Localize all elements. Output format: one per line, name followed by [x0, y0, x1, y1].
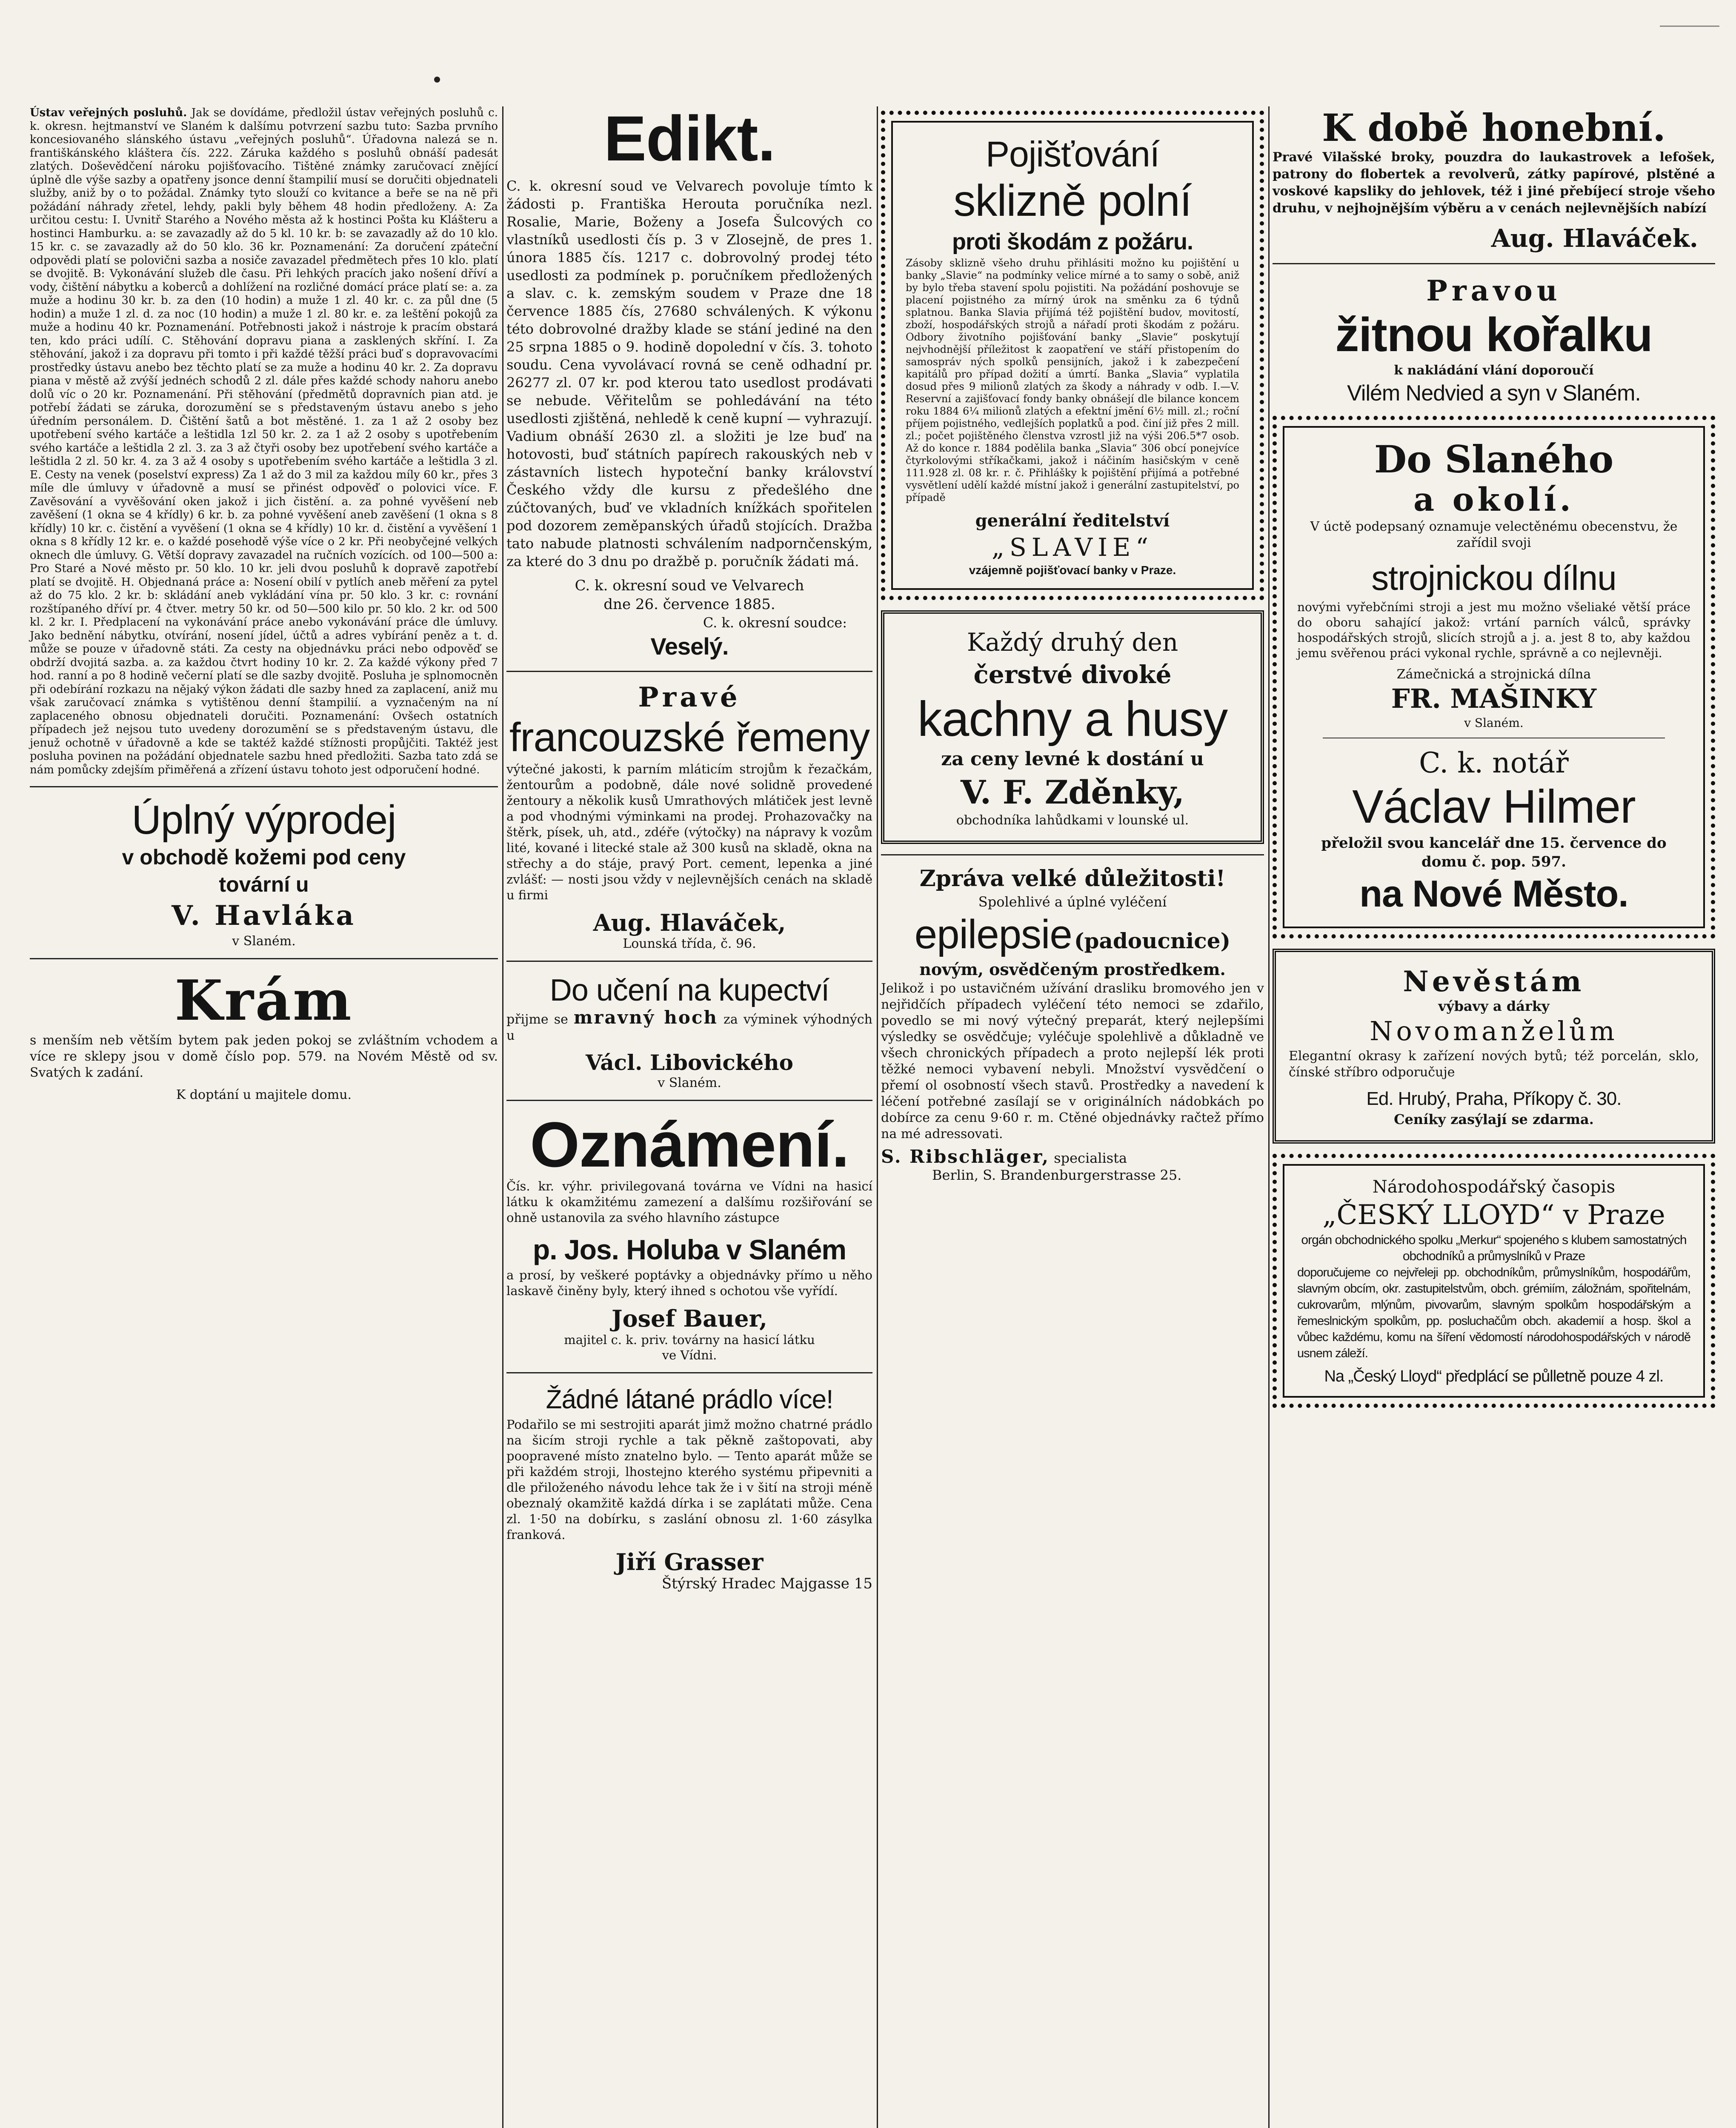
column-rule-1: [502, 106, 503, 2128]
nev-text: Elegantní okrasy k zařízení nových bytů; též porcelán, sklo, čínské stříbro odporučuje: [1289, 1049, 1699, 1080]
ustav-notice: [30, 106, 498, 777]
column-4: [1273, 106, 1715, 1418]
nev-sign: Ed. Hrubý, Praha, Příkopy č. 30.: [1366, 1088, 1622, 1109]
notar-place: na Nové Město.: [1359, 872, 1628, 915]
divider: [30, 958, 498, 959]
slany-dilna: strojnickou dílnu: [1371, 559, 1616, 598]
nev-title: Nevěstám: [1403, 965, 1585, 998]
oznameni-text2: a prosí, by veškeré poptávky a objednávky přímo u něho laskavě činěny byly, který ihned s ochotou vše vyřídí.: [506, 1268, 872, 1298]
slany-title2: a okolí.: [1413, 481, 1574, 518]
kach-line2: čerstvé divoké: [973, 660, 1172, 689]
slany-text2: novými vyřebčními stroji a jest mu možno všeliaké větší práce do oboru sahající jakož: vrtání parních válců, správky hospodářských strojů, slicích strojů a j. a. jest 8 to, aby každou jemu svěřenou práci vykonal rychle, správně a co nejlevněji.: [1297, 600, 1690, 660]
slany-text: V úctě podepsaný oznamuje velectěnému obecenstvu, že zařídil svoji: [1310, 519, 1678, 550]
poj-title2: sklizně polní: [953, 176, 1192, 226]
kachny-box: [881, 610, 1264, 844]
printer-mark-dot: [434, 77, 440, 83]
edikt-sign-judge: Veselý.: [650, 633, 729, 660]
poj-title3: proti škodám z požáru.: [952, 229, 1193, 255]
divider: [506, 671, 872, 672]
oznameni-agent: p. Jos. Holuba v Slaném: [532, 1234, 847, 1265]
poj-text: Zásoby sklizně všeho druhu přihlásiti možno ku pojištění u banky „Slavie“ na podmínky velice mírné a to samy o sobě, aniž by bylo třeba stavení spolu pojistiti. Na požádání poshovuje se placení pojistného za mírný úrok na směnku za 6 týdnů splatnou. Banka Slavia přijímá též pojištění budov, movitostí, zboží, hospodářských strojů a nářadí proti škodám z požáru. Odbory životního pojišťování banky „Slavie“ poskytují nejvhodnější příležitost k zaopatření ve stáří přistopením do samospráv ných spolků pensijních, jakož i k zabezpečení kapitálů pro případ dožití a úmrtí. Banka „Slavia“ vyplatila dosud přes 9 milionů zlatých za škody a náhrady v odb. I.—V. Reservní a zajišťovací fondy banky obnášejí dle bilance koncem roku 1884 6¼ milionů zlatých a efektní jmění 6½ mill. zl.; roční příjem pojistného, vedlejších poplatků a pod. činí již přes 2 mill. zl.; počet pojištěného členstva vzrostl již na výši 206.5*7 osob. Až do konce r. 1884 podělila banka „Slavia“ 306 obcí ponejvíce čtyrkolovými stříkačkami, jakož i náčiním hasičským v ceně 111.928 zl. 08 kr. r. č. Přihlášky k pojištění přijímá a potřebné vysvětlení udělí každé místní jakož i generální zastupitelství, po případě: [906, 257, 1239, 503]
pradlo-sign: Jiří Grasser: [615, 1548, 764, 1576]
divider: [30, 786, 498, 787]
uceni-text2: za výminek výhodných u: [506, 1012, 872, 1043]
divider: [506, 961, 872, 962]
poj-sign1: generální ředitelství: [975, 511, 1170, 531]
ustav-text: Jak se dovídáme, předložil ústav veřejných posluhů c. k. okresn. hejtmanství ve Slaném k dalšímu potvrzení sazbu tuto: Sazba prvního koncesiovaného slánského ústavu „veřejných posluhů“. Úřadovna nalezá se n. františkánského kláštera čís. 222. Záruka každého s posluhů obnáší padesát zlatých. Doševědčení nároku pojišťovacího. Tištěné známky zaručovací znějící úplně dle výše sazby a opatřeny jsonce denní štampilií musí se doručiti objednateli služby, aniž by o to požádal. Známky tyto slouží co kvitance a beře se na ně při požádání náhrady zřetel, lehdy, pakli byly během 48 hodin předloženy. A: Za určitou cestu: I. Uvnitř Starého a Nového města až k hostinci Pošta ku Klášteru a hostinci Hamburku. a: se zavazadly až do 5 kl. 10 kr. b: se zavazadly až do 10 klo. 15 kr. c. se zavazadly až do 50 klo. 36 kr. Poznamenání: Za doručení zpáteční odpovědi platí se polovični sazba a nosiče zavazadel předmětech přes 10 klo. platí se dvojitě. B: Vykonávání služeb dle času. Při lehkých pracích jako nošení dříví a vody, čištění nábytku a koberců a dohlížení na rozličné domácí práce platí se: a. za muže a hodinu 30 kr. b. za den (10 hodin) a muže 1 zl. 40 kr. c. za půl dne (5 hodin) a muže 1 zl. d. za noc (10 hodin) a muže 1 zl. 80 kr. e. za leštění pokojů za muže a hodinu 40 kr. Poznamenání. Potřebnosti jakož i nástroje k pracím obstará ten, kdo práci udílí. C. Stěhování dopravu piana a zasklených skříní. I. Za stěhování, jakož i za dopravu při tomto i při každé těžší práci buď s dopravovacími prostředky ústavu anebo bez těchto platí se za muže a hodinu 40 kr. 2. Za dopravu piana v městě až zvýší jednéch schodů 2 zl. dále přes každé schody nahoru anebo dolů víc o 20 kr. Poznamenání. Při stěhování (předmětů dopravních pian atd. je potřebí žádati se záruka, dorozumění se s představeným ústavu anebo s jeho úředním personálem. D. Čištění šatů a bot městěné. 1. za 1 až 2 osoby bez upotřebení svého kartáče a leštidla 1zl 50 kr. 2. za 1 až 2 osoby s upotřebením svého kartáče a leštidla 2 zl. 3. za 3 až čtyři osoby bez upotřebení svého kartáče a leštidla 2 zl. 50 kr. 4. za 3 až 4 osoby s upotřebením svého kartáče a leštidla 3 zl. E. Cesty na venek (poselství express) Za 1 až do 3 mil za každou míly 60 kr., přes 3 míle dle úmluvy v úřadovně a musí se přinést odpověď o polovici více. F. Zavěsování a vyvěšování oken jakož i jich čistění. a. za pohné vyvěšení neb zavěšení (1 okna se 4 křídly) 6 kr. b. za pohné vyvěšení aneb zavěšení (1 okna s 8 křídly) 10 kr. c. čistění a vyvěšení (1 okna se 4 křídly) 10 kr. d. čistění a vyvěšení 1 okna s 8 křídly 12 kr. e. o každé posehodě výše více o 2 kr. Při neobyčejné velkých oknech dle úmluvy. G. Větší dopravy zavazadel na ručních vozících. od 100—500 a: Pro Staré a Nové město pr. 50 klo. 10 kr. jeli dvou posluhů k dopravě zapotřebí platí se dvojitě. H. Objednaná práce a: Nosení obilí v pytlích aneb měření za pytel až do 75 klo. 2 kr. b: skládání aneb vykládání vína pr. 50 klo. 3 kr. c: rovnání rozštípaného dříví pr. 4 čtver. metry 50 kr. od 50—500 kilo pr. 50 klo. 2 kr. od 500 kl. 2 kr. I. Předplacení na vykonávání práce anebo vykonávání práce dle úmluvy. Jako bednění nábytku, otvírání, nosení jídel, účtů a adres vybírání peněz a t. d. může se pouze v úřadovně státi. Za cesty na objednávku práci nebo odpověď se obdrží dvojitá sazba. a. za každou čtvrt hodiny 10 kr. 2. Za každé výkony před 7 hod. ranní a po 8 hodině večerní platí se dle sazby dvojitě. Posluha je splnomocněn při odebírání rozkazu na nějaký výkon žádati dle sazby hned za zaplacení, aniž mu však zaručovací známka s vytištěnou denní štampilií. a vyznačeným na ní zaplaceného obnosu objednateli doručiti. Poznamenání: Ovšech ostatních případech jež nejsou tuto uvedeny dorozumění se s představeným ústavu, dle jenuž ochotně v úřadovně a kde se taktéž každé stížnosti propůjčiti. Taktéž jest posluha povinen na požádání objednatele sazbu hned předložiti. Sazba tato zdá se nám pomůcky zdejším přiměřená a zřízení ústavu tohoto jest odporučení hodné.: [30, 106, 498, 776]
edikt-sign-court: C. k. okresní soud ve Velvarech: [575, 577, 804, 594]
vyprodej-title: Úplný výprodej: [132, 797, 396, 843]
oznameni-title: Oznámení.: [530, 1109, 849, 1180]
edikt-sign-date: dne 26. července 1885.: [603, 596, 775, 613]
column-rule-3: [1268, 106, 1270, 2128]
notar-name: Václav Hilmer: [1352, 781, 1636, 833]
divider: [506, 1372, 872, 1373]
remeny-text: výtečné jakosti, k parním mláticím strojům k řezačkám, žentourům a podobně, dále nové solidně provedené žentoury a několik kusů Umrathových mlátiček jest levně a pod vhodnými výminkami na prodej. Prohazovačky na štěrk, písek, uh, atd., zdéře (výtočky) na nápravy k vozům lité, kované i litecké stale až 300 kusů na skladě, okna na střechy a do stáje, pravý Port. cement, lepenka a jiné zvlášť: — nosti jsou vždy v nejlevnějších cenách na skladě u firmi: [506, 762, 872, 902]
slany-box: [1273, 416, 1715, 938]
nev-sub: výbavy a dárky: [1438, 998, 1550, 1014]
pojistovani-box: [881, 111, 1264, 600]
lloyd-title2: „ČESKÝ LLOYD“ v Praze: [1322, 1199, 1665, 1231]
notar-title: C. k. notář: [1419, 747, 1569, 779]
divider: [1273, 263, 1715, 264]
ustav-heading: Ústav veřejných posluhů.: [30, 106, 187, 119]
uceni-sign: Václ. Libovického: [586, 1050, 793, 1075]
epi-sub: Spolehlivé a úplné vyléčení: [978, 894, 1167, 910]
honeb-title: K době honební.: [1322, 106, 1666, 150]
kach-line3: kachny a husy: [917, 691, 1228, 747]
kach-line4: za ceny levné k dostání u: [941, 748, 1204, 770]
notar-text: přeložil svou kancelář dne 15. července do domu č. pop. 597.: [1321, 835, 1667, 870]
kach-line5: V. F. Zděnky,: [960, 773, 1185, 811]
edikt-title: Edikt.: [603, 103, 775, 174]
epi-sign: S. Ribschläger,: [881, 1146, 1050, 1167]
kor-pre: Pravou: [1426, 274, 1562, 307]
vyprodej-line1: v obchodě kožemi pod ceny: [122, 845, 406, 869]
column-3: [881, 106, 1264, 1190]
poj-sign3: vzájemně pojišťovací banky v Praze.: [969, 563, 1176, 577]
edikt-text: C. k. okresní soud ve Velvarech povoluje tímto k žádosti p. Františka Herouta poručníka nezl. Rosalie, Marie, Boženy a Josefa Šulcových co vlastníků usedlosti čís p. 3 v Zlosejně, de pres 1. února 1885 čís. 1217 c. dobrovolný prodej této usedlosti za podmínek p. poručníkem předložených a slav. c. k. zemským soudem v Praze dne 18 července 1885 čís, 27680 schválených. K výkonu této dobrovolné dražby klade se stání jediné na den 25 srpna 1885 o 9. hodině dopolední v čís. 3. tohoto soudu. Cena vyvolávací rovná se ceně odhadní pr. 26277 zl. 07 kr. pod kterou tato usedlost prodávati se nebude. Věřitelům se pohledávání na této usedlosti zjištěná, nehledě k ceně kupní — vyhrazují. Vadium obnáší 2630 zl. a složiti je lze buď na hotovosti, buď státních papírech rakouských neb v zástavních listech hypoteční banky království Českého vždy dle kursu z předešlého dne zúčtovaných, buď ve vkladních knížkách spořitelen pod dozorem zeměpanských úřadů stojících. Dražba tato nabude platnosti schválením nadpornčenským, za které do 3 dnu po dražbě p. poručník žádati má.: [506, 178, 872, 569]
uceni-text1: přijme se: [506, 1012, 568, 1027]
epi-addr: Berlin, S. Brandenburgerstrasse 25.: [932, 1167, 1182, 1183]
nev-title2: Novomanželům: [1370, 1015, 1618, 1047]
column-rule-2: [877, 106, 878, 2128]
poj-sign2: „SLAVIE“: [991, 533, 1154, 562]
remeny-addr: Lounská třída, č. 96.: [623, 936, 756, 951]
uceni-place: v Slaném.: [658, 1075, 721, 1090]
nev-foot: Ceníky zasýlají se zdarma.: [1394, 1111, 1594, 1127]
kor-sign: Vilém Nedvied a syn v Slaném.: [1347, 381, 1641, 406]
kram-text: s menším neb větším bytem pak jeden pokoj se zvláštním vchodem a více re sklepy jsou v domě číslo pop. 579. na Novém Městě od sv. Svatých k zadání.: [30, 1033, 498, 1080]
epi-method: novým, osvědčeným prostředkem.: [919, 960, 1226, 979]
vyprodej-name: V. Havláka: [172, 900, 356, 932]
poj-title1: Pojišťování: [985, 134, 1160, 174]
lloyd-title1: Národohospodářský časopis: [1372, 1177, 1616, 1197]
honeb-sign: Aug. Hlaváček.: [1491, 224, 1698, 253]
column-2: [506, 103, 872, 1592]
remeny-title: francouzské řemeny: [509, 715, 870, 760]
pradlo-addr: Štýrský Hradec Majgasse 15: [661, 1575, 872, 1592]
oznameni-sign2: majitel c. k. priv. továrny na hasicí látku ve Vídni.: [564, 1333, 815, 1362]
divider: [506, 1100, 872, 1101]
pradlo-title: Žádné látané prádlo více!: [546, 1385, 833, 1414]
vyprodej-place: v Slaném.: [232, 934, 296, 949]
epi-sign2: specialista: [1054, 1150, 1127, 1166]
kram-title: Krám: [174, 968, 353, 1033]
lloyd-foot: Na „Český Lloyd“ předplácí se půlletně pouze 4 zl.: [1324, 1367, 1664, 1385]
lloyd-box: [1273, 1154, 1715, 1408]
edikt-sign-judge-label: C. k. okresní soudce:: [703, 615, 847, 631]
epi-headline: Zpráva velké důležitosti!: [919, 866, 1226, 892]
nevestam-box: [1273, 949, 1715, 1144]
corner-rule: [1660, 26, 1719, 27]
epi-text: Jelikož i po ustavičném užívání drasliku bromového jen v nejřidčích případech vyléčení této nemoci se zdařilo, povedlo se mi nový výtečný preparát, který nejlepšími výsledky se osvědčuje; vyléčuje spolehlivě a důkladně ve všech chronických případech a proto nejlepší lék proti těžké nemoci vybavení nebyli. Množství vysvědčení o přemí ol osobností všech stavů. Prostředky a navedení k léčení potřebné zasílají se v originálních nádobkách po dobírce za cenu 9·60 r. m. Ctěné objednávky račtež přímo na mé adressovati.: [881, 981, 1264, 1141]
epi-title: epilepsie: [914, 912, 1072, 957]
slany-text3: Zámečnická a strojnická dílna: [1396, 667, 1591, 682]
oznameni-sign: Josef Bauer,: [612, 1305, 767, 1332]
pradlo-text: Podařilo se mi sestrojiti aparát jimž možno chatrné prádlo na šicím stroji rychle a tak pěkně zaštopovati, aby poopravené místo znatelno bylo. — Tento aparát může se při každém stroji, lhostejno kterého systému připevniti a dle přiloženého návodu lehce tak že i v šití na stroji méně obeznalý okamžitě každá dírka i se zaplátati může. Cena zl. 1·50 na dobírku, s zaslání obnosu zl. 1·60 zásylka franková.: [506, 1417, 872, 1542]
kram-contact: K doptání u majitele domu.: [176, 1087, 352, 1102]
uceni-hoch: mravný hoch: [573, 1007, 718, 1028]
remeny-sign: Aug. Hlaváček,: [593, 909, 786, 936]
column-1: [30, 106, 498, 1109]
honeb-text: Pravé Vilašské broky, pouzdra do laukastrovek a lefošek, patrony do flobertek a revolverů, zátky papírové, plstěné a voskové kapsliky do jehlovek, též i jiné přebíjecí stroje všeho druhu, v nejhojnějším výběru a v cenách nejlevnějších nabízí: [1273, 150, 1715, 216]
divider: [881, 854, 1264, 855]
oznameni-text: Čís. kr. výhr. privilegovaná továrna ve Vídni na hasicí látku k okamžitému zamezení a dalšímu rozšiřování se ohně ustanovila za svého hlavního zástupce: [506, 1179, 872, 1225]
lloyd-organ: orgán obchodnického spolku „Merkur“ spojeného s klubem samostatných obchodníků a průmyslníků v Praze: [1301, 1233, 1687, 1263]
kor-text: k nakládání vlání doporoučí: [1394, 363, 1594, 378]
kach-line6: obchodníka lahůdkami v lounské ul.: [956, 813, 1189, 828]
slany-title1: Do Slaného: [1374, 437, 1614, 481]
remeny-pre: Pravé: [638, 681, 741, 713]
kor-title: žitnou kořalku: [1335, 308, 1653, 361]
kach-line1: Každý druhý den: [967, 628, 1178, 657]
uceni-title: Do učení na kupectví: [549, 973, 829, 1007]
lloyd-text: doporučujeme co nejvřeleji pp. obchodníkům, průmyslníkům, hospodářům, slavným obcím, okr. zastupitelstvům, obch. grémiím, záložnám, spořitelnám, cukrovarům, mlýnům, pivovarům, slavným spolkům hospodářským a řemeslnickým spolkům, pp. posluchačům obch. akademií a hosp. škol a vůbec každému, komu na šíření vědomostí národohospodářských v národě usnem záleží.: [1297, 1266, 1690, 1360]
slany-sign: FR. MAŠINKY: [1391, 683, 1597, 714]
epi-title-paren: (padoucnice): [1074, 928, 1231, 953]
vyprodej-line2: tovární u: [219, 872, 309, 896]
slany-place: v Slaném.: [1464, 716, 1524, 730]
